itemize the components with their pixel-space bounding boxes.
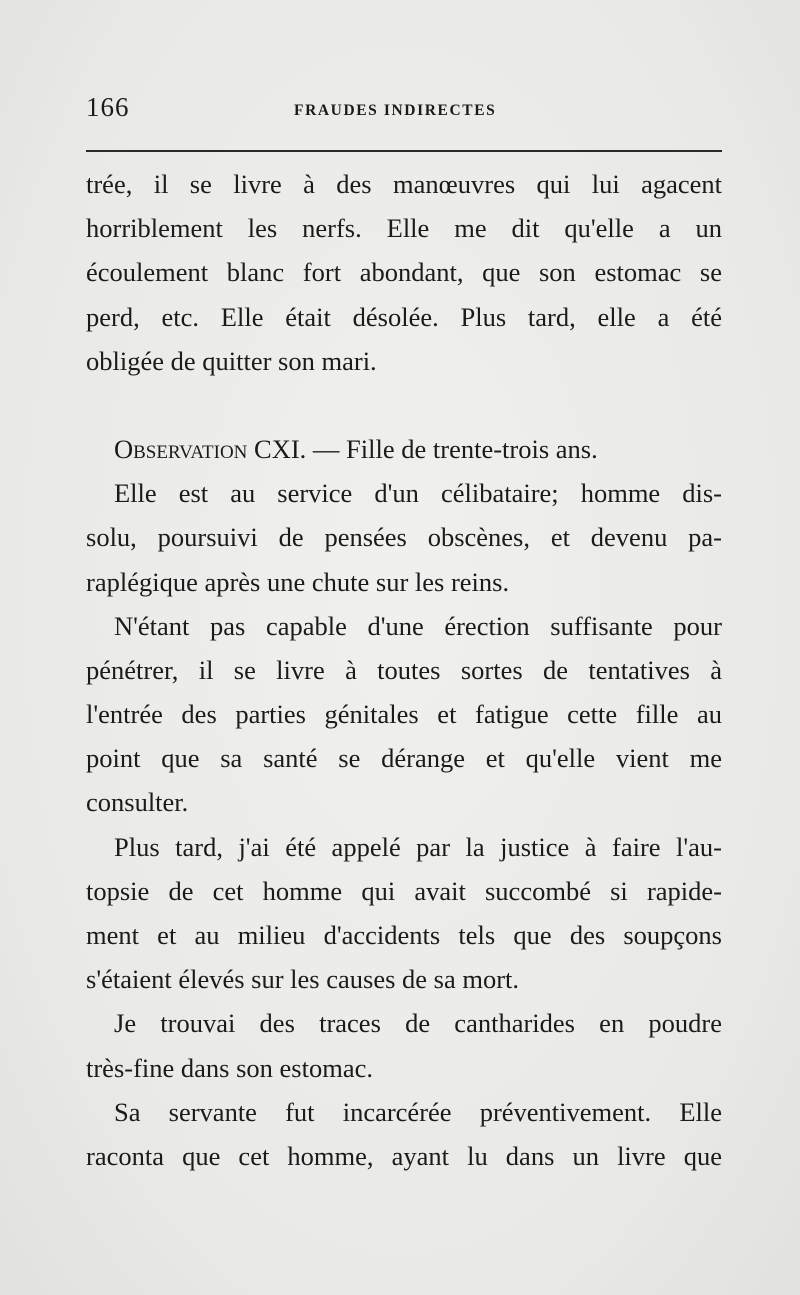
text-line: raplégique après une chute sur les reins. bbox=[86, 566, 510, 597]
text-line: obligée de quitter son mari. bbox=[86, 345, 377, 376]
running-title: FRAUDES INDIRECTES bbox=[294, 102, 497, 119]
text-line: perd, etc. Elle était désolée. Plus tard, elle a été bbox=[86, 301, 722, 332]
text-line: horriblement les nerfs. Elle me dit qu'elle a un bbox=[86, 213, 722, 244]
header-rule bbox=[86, 150, 722, 152]
text-line: N'étant pas capable d'une érection suffisante pour bbox=[114, 610, 722, 641]
text-line: pénétrer, il se livre à toutes sortes de tentatives à bbox=[86, 654, 722, 685]
text-line: Plus tard, j'ai été appelé par la justice à faire l'au- bbox=[114, 831, 722, 862]
text-line: Sa servante fut incarcérée préventivement. Elle bbox=[114, 1096, 722, 1127]
text-line: consulter. bbox=[86, 787, 189, 818]
text-line: raconta que cet homme, ayant lu dans un livre que bbox=[86, 1140, 722, 1171]
text-line: point que sa santé se dérange et qu'elle vient me bbox=[86, 743, 722, 774]
text-line: s'étaient élevés sur les causes de sa mort. bbox=[86, 964, 520, 995]
text-line: l'entrée des parties génitales et fatigue cette fille au bbox=[86, 699, 722, 730]
text-line: écoulement blanc fort abondant, que son estomac se bbox=[86, 257, 722, 288]
text-line: Je trouvai des traces de cantharides en poudre bbox=[114, 1008, 722, 1039]
paragraph-gap bbox=[86, 383, 722, 427]
body-text bbox=[86, 162, 722, 1178]
text-line: solu, poursuivi de pensées obscènes, et devenu pa- bbox=[86, 522, 722, 553]
observation-label: Observation bbox=[114, 433, 248, 464]
text-line: ment et au milieu d'accidents tels que des soupçons bbox=[86, 920, 722, 950]
text-line: Elle est au service d'un célibataire; homme dis- bbox=[114, 478, 722, 509]
observation-heading bbox=[86, 427, 722, 471]
observation-title: CXI. — Fille de trente-trois ans. bbox=[254, 433, 598, 464]
text-line: trée, il se livre à des manœuvres qui lui agacent bbox=[86, 169, 722, 199]
page-number: 166 bbox=[86, 92, 130, 122]
text-line: très-fine dans son estomac. bbox=[86, 1052, 373, 1083]
running-head bbox=[86, 92, 722, 126]
text-line: topsie de cet homme qui avait succombé si rapide- bbox=[86, 875, 722, 906]
